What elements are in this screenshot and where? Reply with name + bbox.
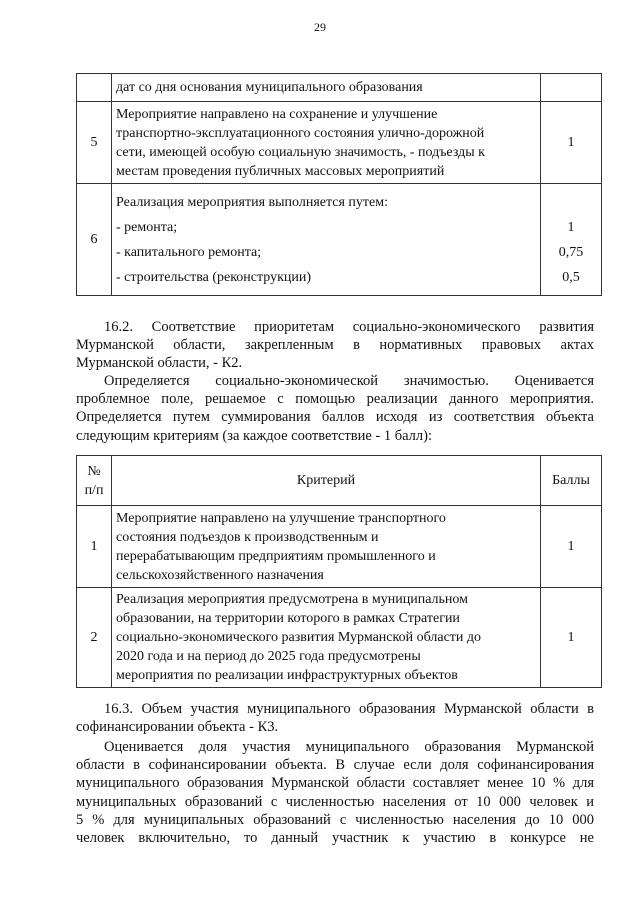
row-text-line: сети, имеющей особую социальную значимость, - подъезды к xyxy=(116,144,485,160)
text-line: 5 % для муниципальных образований с численностью населения до 10 000 xyxy=(76,811,594,828)
text-line: Оценивается доля участия муниципального образования Мурманской xyxy=(104,739,594,755)
table-row xyxy=(77,506,602,588)
row-text xyxy=(112,588,541,688)
table-header-row xyxy=(77,456,602,506)
row-points: 1 xyxy=(541,506,602,588)
row-text-line: 2020 года и на период до 2025 года предусмотрены xyxy=(116,649,421,664)
row-points: 1 xyxy=(541,102,602,184)
row-text-line: состояния подъездов к производственным и xyxy=(116,529,379,545)
row-text-line: Реализация мероприятия предусмотрена в муниципальном xyxy=(116,592,468,607)
row-number xyxy=(77,74,112,102)
row-subitem: - строительства (реконструкции) xyxy=(116,269,312,285)
criteria-table xyxy=(76,455,602,688)
subitem-points: 0,75 xyxy=(558,244,584,260)
section-16-3-paragraph xyxy=(76,738,594,847)
section-16-2-heading xyxy=(76,318,594,373)
row-text-line: перерабатывающим предприятиям промышленного и xyxy=(116,548,436,564)
text-line: области в софинансировании объекта. В случае если доля софинансирования xyxy=(76,757,594,774)
text-line: 16.3. Объем участия муниципального образования Мурманской области в xyxy=(104,701,594,717)
text-line: муниципального образования Мурманской области составляет менее 10 % для xyxy=(76,775,594,792)
row-points xyxy=(541,184,602,296)
row-text-line: образовании, на территории которого в рамках Стратегии xyxy=(116,611,460,626)
text-line: софинансировании объекта - К3. xyxy=(76,719,279,736)
row-text xyxy=(112,184,541,296)
subitem-points: 0,5 xyxy=(562,269,580,285)
row-text-line: сельскохозяйственного назначения xyxy=(116,567,324,583)
table-row xyxy=(77,102,602,184)
row-number: 5 xyxy=(77,102,112,184)
row-text-line: дат со дня основания муниципального образования xyxy=(116,80,423,95)
text-line: Определяется социально-экономической значимостью. Оценивается xyxy=(104,373,594,389)
row-text-line: социально-экономического развития Мурманской области до xyxy=(116,630,482,645)
text-line: Мурманской области, закрепленным в нормативных правовых актах xyxy=(76,337,594,354)
table-row xyxy=(77,184,602,296)
row-subitem: - ремонта; xyxy=(116,219,178,235)
section-16-2-paragraph xyxy=(76,372,594,445)
text-line: следующим критериям (за каждое соответствие - 1 балл): xyxy=(76,427,433,444)
row-points xyxy=(541,74,602,102)
row-text xyxy=(112,74,541,102)
criteria-table-continued xyxy=(76,73,602,296)
row-text xyxy=(112,506,541,588)
header-number-line: № xyxy=(87,463,101,479)
text-line: 16.2. Соответствие приоритетам социально-экономического развития xyxy=(104,319,594,335)
row-text-line: местам проведения публичных массовых мероприятий xyxy=(116,163,445,179)
subitem-points: 1 xyxy=(567,219,575,235)
text-line: Определяется путем суммирования баллов исходя из соответствия объекта xyxy=(76,409,594,426)
text-line: муниципальных образований с численностью населения от 10 000 человек и xyxy=(76,793,594,810)
table-row xyxy=(77,588,602,688)
header-points: Баллы xyxy=(541,456,602,506)
row-text-line: Мероприятие направлено на сохранение и улучшение xyxy=(116,106,438,122)
row-text xyxy=(112,102,541,184)
row-number: 6 xyxy=(77,184,112,296)
row-text-line: Мероприятие направлено на улучшение транспортного xyxy=(116,510,446,526)
row-number: 1 xyxy=(77,506,112,588)
row-subitem: - капитального ремонта; xyxy=(116,244,262,260)
page-number: 29 xyxy=(314,20,326,34)
row-text-line: мероприятия по реализации инфраструктурных объектов xyxy=(116,668,458,683)
row-points: 1 xyxy=(541,588,602,688)
row-text-line: транспортно-эксплуатационного состояния улично-дорожной xyxy=(116,125,485,141)
text-line: человек включительно, то данный участник к участию в конкурсе не xyxy=(76,830,594,847)
text-line: проблемное поле, решаемое с помощью реализации данного мероприятия. xyxy=(76,391,594,408)
header-criterion: Критерий xyxy=(112,456,541,506)
header-number xyxy=(77,456,112,506)
text-line: Мурманской области, - К2. xyxy=(76,355,243,372)
row-number: 2 xyxy=(77,588,112,688)
header-number-line: п/п xyxy=(84,482,104,498)
section-16-3-heading xyxy=(76,700,594,736)
table-row xyxy=(77,74,602,102)
row-intro: Реализация мероприятия выполняется путем: xyxy=(116,194,388,210)
